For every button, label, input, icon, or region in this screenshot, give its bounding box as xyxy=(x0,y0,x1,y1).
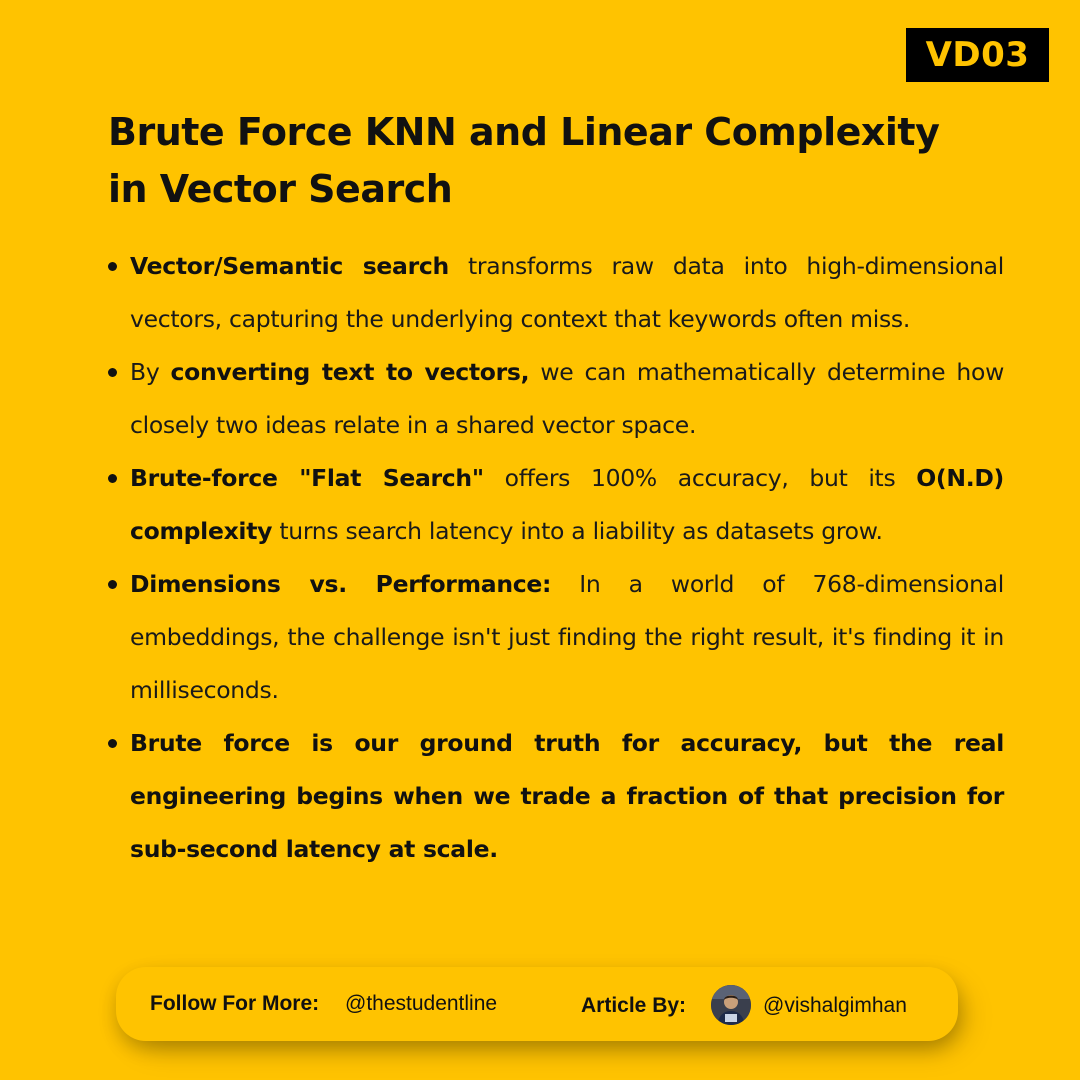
follow-label: Follow For More: xyxy=(150,992,320,1015)
bullet-text-prefix: By xyxy=(130,358,171,386)
avatar-person-icon xyxy=(711,985,751,1025)
title-line-1: Brute Force KNN and Linear Complexity xyxy=(108,110,940,154)
bullet-bold-text: Brute force is our ground truth for accuracy, but the real engineering begins when we trade a fraction of that precision for sub-second latency at scale. xyxy=(130,729,1004,863)
bullet-dot-icon xyxy=(108,474,117,483)
bullet-bold-text: Brute-force "Flat Search" xyxy=(130,464,484,492)
bullet-text: transforms raw data into high-dimensional vectors, capturing the underlying context that keywords often miss. xyxy=(130,252,1005,333)
bullet-item-1 xyxy=(108,240,1004,346)
bullet-text-2: turns search latency into a liability as datasets grow. xyxy=(272,517,883,545)
bullet-item-3 xyxy=(108,452,1004,558)
bullet-item-4 xyxy=(108,558,1004,717)
author-handle-link[interactable]: @vishalgimhan xyxy=(763,994,907,1017)
bullet-list xyxy=(108,240,1004,876)
bullet-bold-text: Vector/Semantic search xyxy=(130,252,449,280)
bullet-bold-text: Dimensions vs. Performance: xyxy=(130,570,552,598)
article-by-label: Article By: xyxy=(581,994,687,1017)
page-title xyxy=(108,104,1008,218)
follow-handle-link[interactable]: @thestudentline xyxy=(345,992,498,1015)
bullet-bold-text: converting text to vectors, xyxy=(170,358,530,386)
bullet-item-2 xyxy=(108,346,1004,452)
series-badge: VD03 xyxy=(906,28,1049,82)
bullet-text: In a world of 768-dimensional embeddings, the challenge isn't just finding the right result, it's finding it in milliseconds. xyxy=(130,570,1004,704)
title-line-2: in Vector Search xyxy=(108,167,453,211)
bullet-text: offers 100% accuracy, but its xyxy=(483,464,917,492)
bullet-text: we can mathematically determine how closely two ideas relate in a shared vector space. xyxy=(130,358,1005,439)
bullet-item-5 xyxy=(108,717,1004,876)
author-avatar xyxy=(711,985,751,1025)
bullet-dot-icon xyxy=(108,262,117,271)
bullet-dot-icon xyxy=(108,368,117,377)
bullet-dot-icon xyxy=(108,739,117,748)
bullet-dot-icon xyxy=(108,580,117,589)
bullet-bold-text-2: O(N.D) complexity xyxy=(130,464,1004,545)
